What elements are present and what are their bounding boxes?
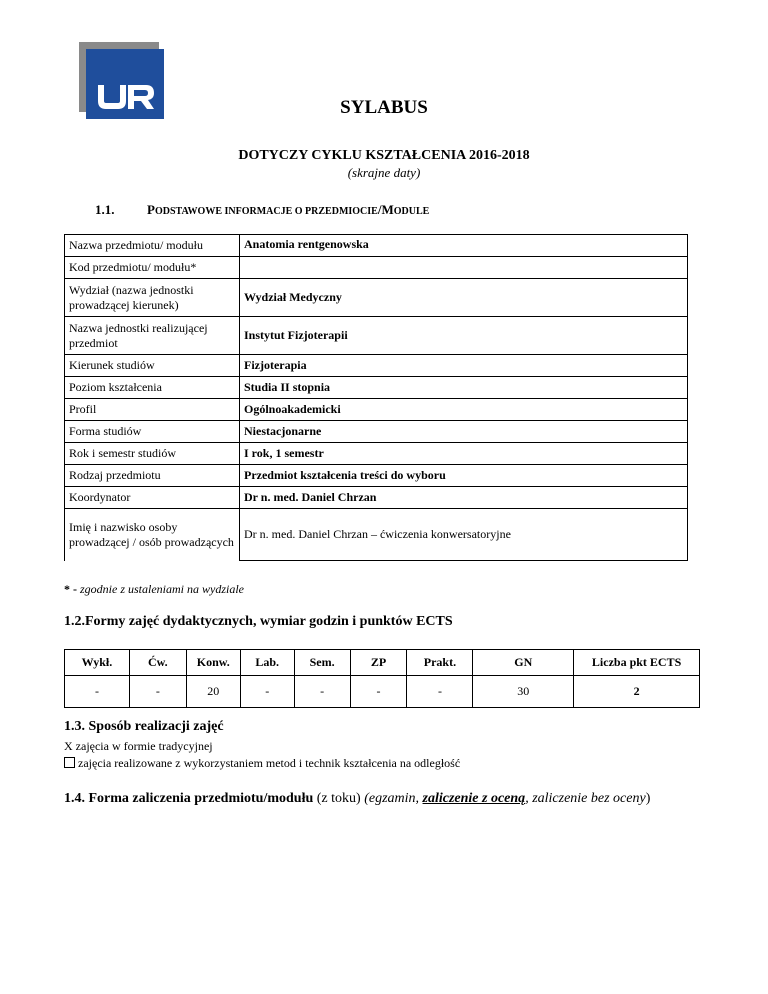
- hours-value-cell: -: [129, 676, 186, 708]
- hours-header-cell: Lab.: [240, 650, 294, 676]
- info-value: Wydział Medyczny: [240, 279, 688, 317]
- hours-header-cell: Liczba pkt ECTS: [574, 650, 700, 676]
- document-title: SYLABUS: [340, 97, 428, 118]
- info-label: Rodzaj przedmiotu: [65, 465, 240, 487]
- info-label: Poziom kształcenia: [65, 377, 240, 399]
- section-1-4-title: 1.4. Forma zaliczenia przedmiotu/modułu (z toku) (egzamin, zaliczenie z oceną, zaliczenie bez oceny): [64, 791, 651, 806]
- hours-value-cell: -: [350, 676, 407, 708]
- info-label: Profil: [65, 399, 240, 421]
- info-label: Wydział (nazwa jednostki prowadzącej kierunek): [65, 279, 240, 317]
- info-row: [65, 399, 688, 421]
- info-value: Przedmiot kształcenia treści do wyboru: [240, 465, 688, 487]
- info-row: [65, 465, 688, 487]
- info-value: Instytut Fizjoterapii: [240, 317, 688, 355]
- hours-value-cell: 20: [186, 676, 240, 708]
- info-row: [65, 377, 688, 399]
- course-info-table: [64, 234, 688, 561]
- info-value: Fizjoterapia: [240, 355, 688, 377]
- info-value: Dr n. med. Daniel Chrzan – ćwiczenia konwersatoryjne: [240, 509, 688, 561]
- info-label: Forma studiów: [65, 421, 240, 443]
- section-1-1-title: PODSTAWOWE INFORMACJE O PRZEDMIOCIE/MODULE: [147, 202, 430, 217]
- hours-header-cell: Wykł.: [65, 650, 130, 676]
- hours-header-cell: Ćw.: [129, 650, 186, 676]
- hours-header-cell: GN: [473, 650, 574, 676]
- checked-mark: X: [64, 739, 73, 753]
- hours-value-row: [65, 676, 700, 708]
- cycle-dates-note: (skrajne daty): [347, 165, 421, 180]
- info-value: Dr n. med. Daniel Chrzan: [240, 487, 688, 509]
- hours-header-cell: ZP: [350, 650, 407, 676]
- info-value: I rok, 1 semestr: [240, 443, 688, 465]
- checkbox-empty-icon: [64, 757, 75, 768]
- education-cycle: DOTYCZY CYKLU KSZTAŁCENIA 2016-2018: [238, 148, 530, 163]
- selected-assessment-form: zaliczenie z oceną: [422, 791, 526, 806]
- info-label: Nazwa jednostki realizującej przedmiot: [65, 317, 240, 355]
- info-row: [65, 317, 688, 355]
- hours-header-cell: Sem.: [294, 650, 350, 676]
- section-1-3-title: 1.3. Sposób realizacji zajęć: [64, 719, 224, 734]
- hours-header-cell: Prakt.: [407, 650, 473, 676]
- hours-value-cell: 2: [574, 676, 700, 708]
- info-row: [65, 509, 688, 561]
- info-value: Anatomia rentgenowska: [240, 235, 688, 257]
- info-label: Kierunek studiów: [65, 355, 240, 377]
- hours-value-cell: -: [294, 676, 350, 708]
- footnote: * - zgodnie z ustaleniami na wydziale: [64, 582, 244, 596]
- info-label: Koordynator: [65, 487, 240, 509]
- info-row: [65, 487, 688, 509]
- info-value: [240, 257, 688, 279]
- hours-table: [64, 649, 700, 708]
- delivery-option-remote: zajęcia realizowane z wykorzystaniem metod i technik kształcenia na odległość: [64, 756, 460, 771]
- section-1-1-number: 1.1.: [95, 202, 115, 217]
- info-row: [65, 421, 688, 443]
- info-row: [65, 443, 688, 465]
- info-value: Ogólnoakademicki: [240, 399, 688, 421]
- hours-value-cell: 30: [473, 676, 574, 708]
- hours-header-cell: Konw.: [186, 650, 240, 676]
- hours-header-row: [65, 650, 700, 676]
- hours-value-cell: -: [407, 676, 473, 708]
- info-label: Kod przedmiotu/ modułu*: [65, 257, 240, 279]
- section-1-2-title: 1.2.Formy zajęć dydaktycznych, wymiar godzin i punktów ECTS: [64, 614, 453, 629]
- info-value: Niestacjonarne: [240, 421, 688, 443]
- hours-value-cell: -: [240, 676, 294, 708]
- info-label: Rok i semestr studiów: [65, 443, 240, 465]
- info-label: Imię i nazwisko osoby prowadzącej / osób prowadzących: [65, 509, 240, 561]
- info-row: [65, 257, 688, 279]
- info-value: Studia II stopnia: [240, 377, 688, 399]
- delivery-option-traditional: X zajęcia w formie tradycyjnej: [64, 739, 213, 753]
- info-row: [65, 279, 688, 317]
- info-row: [65, 235, 688, 257]
- hours-value-cell: -: [65, 676, 130, 708]
- info-label: Nazwa przedmiotu/ modułu: [65, 235, 240, 257]
- info-row: [65, 355, 688, 377]
